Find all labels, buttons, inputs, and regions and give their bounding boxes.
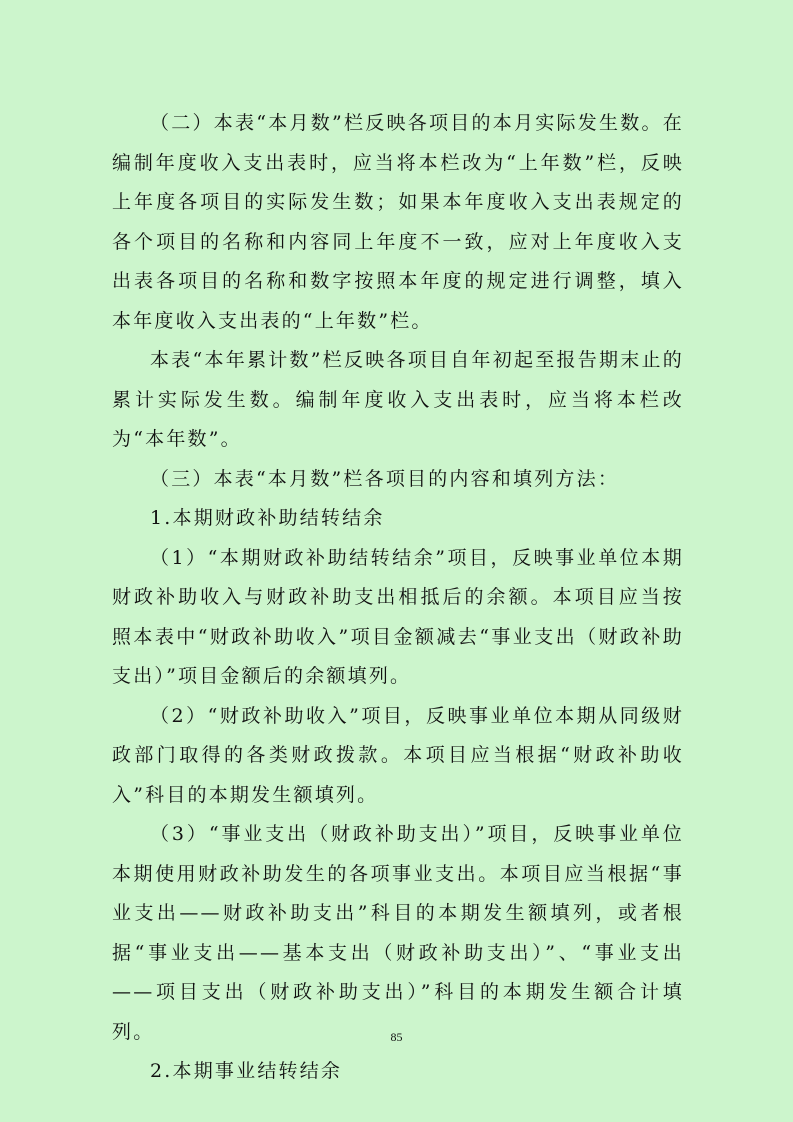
paragraph-item-1-1: （1）“本期财政补助结转结余”项目，反映事业单位本期财政补助收入与财政补助支出相抵后的余额。本项目应当按照本表中“财政补助收入”项目金额减去“事业支出（财政补助支出）”项目金额后的余额填列。 xyxy=(112,546,684,687)
page-number: 85 xyxy=(390,1030,403,1044)
paragraph-item-1-3: （3）“事业支出（财政补助支出）”项目，反映事业单位本期使用财政补助发生的各项事业支出。本项目应当根据“事业支出——财政补助支出”科目的本期发生额填列，或者根据“事业支出——基本支出（财政补助支出）”、“事业支出——项目支出（财政补助支出）”科目的本期发生额合计填列。 xyxy=(112,823,684,1043)
item-heading-1: 1.本期财政补助结转结余 xyxy=(150,507,385,529)
paragraph-item-1-2: （2）“财政补助收入”项目，反映事业单位本期从同级财政部门取得的各类财政拨款。本项目应当根据“财政补助收入”科目的本期发生额填列。 xyxy=(112,704,684,806)
document-body xyxy=(112,104,684,1092)
section-heading-3: （三）本表“本月数”栏各项目的内容和填列方法： xyxy=(150,467,620,490)
paragraph-monthly-column: （二）本表“本月数”栏反映各项目的本月实际发生数。在编制年度收入支出表时，应当将本栏改为“上年数”栏，反映上年度各项目的实际发生数；如果本年度收入支出表规定的各个项目的名称和内容同上年度不一致，应对上年度收入支出表各项目的名称和数字按照本年度的规定进行调整，填入本年度收入支出表的“上年数”栏。 xyxy=(112,112,684,332)
paragraph-ytd-column: 本表“本年累计数”栏反映各项目自年初起至报告期末止的累计实际发生数。编制年度收入支出表时，应当将本栏改为“本年数”。 xyxy=(112,349,684,450)
item-heading-2: 2.本期事业结转结余 xyxy=(150,1060,343,1082)
